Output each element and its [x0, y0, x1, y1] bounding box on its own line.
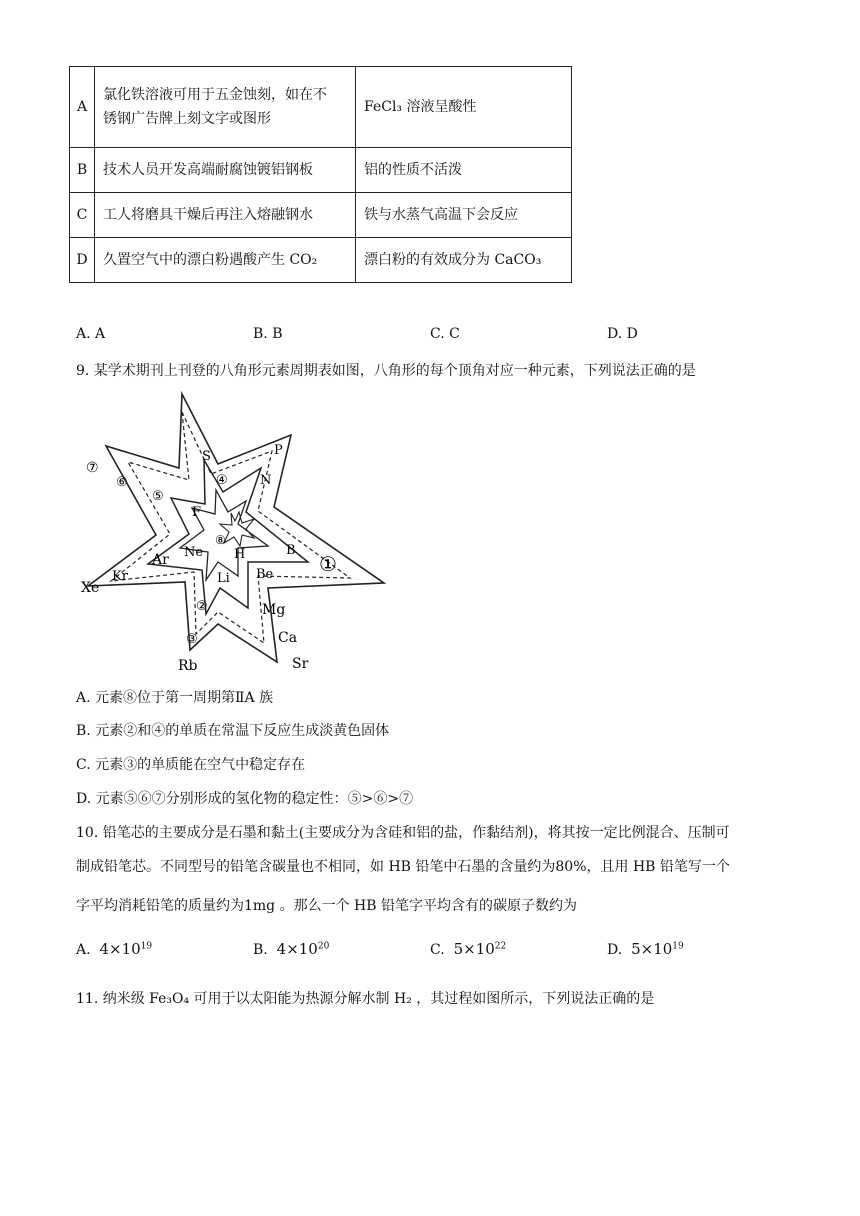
label-P: P	[274, 443, 283, 458]
q11-stem: 11. 纳米级 Fe₃O₄ 可用于以太阳能为热源分解水制 H₂ ，其过程如图所示，下列说法正确的是	[76, 991, 655, 1007]
row-label: B	[70, 148, 95, 193]
row-label: A	[70, 67, 95, 148]
row-reason: 漂白粉的有效成分为 CaCO₃	[356, 238, 572, 283]
options-table	[69, 66, 572, 283]
label-c7: ⑦	[86, 460, 99, 476]
row-statement: 氯化铁溶液可用于五金蚀刻，如在不 锈钢广告牌上刻文字或图形	[95, 67, 356, 148]
q8-choice-c[interactable]: C. C	[430, 326, 460, 342]
q10-choice-c[interactable]: C. $5\times 10^{22}$	[430, 940, 507, 958]
outer-star	[88, 394, 384, 662]
label-Li: Li	[217, 571, 230, 586]
label-N: N	[260, 473, 272, 488]
row-reason: 铁与水蒸气高温下会反应	[356, 193, 572, 238]
label-c8: ⑧	[215, 533, 226, 547]
label-Kr: Kr	[112, 569, 128, 584]
row-statement: 久置空气中的漂白粉遇酸产生 CO₂	[95, 238, 356, 283]
label-Xe: Xe	[81, 580, 100, 596]
q10-stem-line1: 10. 铅笔芯的主要成分是石墨和黏土(主要成分为含硅和铝的盐，作黏结剂)，将其按一定比例混合、压制可	[76, 825, 730, 841]
q10-choice-a[interactable]: A. $4\times 10^{19}$	[76, 940, 153, 958]
label-S: S	[202, 449, 211, 464]
table-row	[70, 193, 572, 238]
q9-choice-c[interactable]: C. 元素③的单质能在空气中稳定存在	[76, 757, 306, 773]
q10-choice-d[interactable]: D. $5\times 10^{19}$	[607, 940, 684, 958]
table-row	[70, 238, 572, 283]
q8-choice-d[interactable]: D. D	[607, 326, 638, 342]
label-F: F	[192, 505, 202, 520]
q9-choice-d[interactable]: D. 元素⑤⑥⑦分别形成的氢化物的稳定性：⑤>⑥>⑦	[76, 791, 414, 807]
row-label: D	[70, 238, 95, 283]
label-Sr: Sr	[292, 656, 309, 672]
table-row	[70, 148, 572, 193]
label-Ca: Ca	[278, 630, 298, 646]
row-reason: FeCl₃ 溶液呈酸性	[356, 67, 572, 148]
label-Be: Be	[256, 567, 274, 582]
label-Ne: Ne	[184, 545, 204, 560]
row-statement: 工人将磨具干燥后再注入熔融钢水	[95, 193, 356, 238]
dashed-star	[111, 412, 350, 643]
label-c5: ⑤	[152, 489, 164, 504]
label-Ar: Ar	[152, 552, 169, 568]
label-c1: ①	[319, 552, 337, 576]
table-row	[70, 67, 572, 148]
label-c6: ⑥	[116, 475, 128, 490]
label-Mg: Mg	[262, 602, 286, 618]
q10-stem-line2: 制成铅笔芯。不同型号的铅笔含碳量也不相同，如 HB 铅笔中石墨的含量约为80%，且用 HB 铅笔写一个	[76, 859, 730, 875]
row-reason: 铝的性质不活泼	[356, 148, 572, 193]
q8-choice-a[interactable]: A. A	[76, 326, 106, 342]
q10-choice-b[interactable]: B. $4\times 10^{20}$	[253, 940, 330, 958]
label-c3: ③	[186, 632, 198, 647]
middle-star	[148, 460, 308, 614]
q9-choice-b[interactable]: B. 元素②和④的单质在常温下反应生成淡黄色固体	[76, 723, 390, 739]
q10-stem-line3: 字平均消耗铅笔的质量约为1mg 。那么一个 HB 铅笔字平均含有的碳原子数约为	[76, 898, 577, 914]
label-B: B	[286, 543, 296, 558]
row-statement: 技术人员开发高端耐腐蚀镀铝钢板	[95, 148, 356, 193]
row-label: C	[70, 193, 95, 238]
label-c4: ④	[216, 473, 228, 488]
q8-choice-b[interactable]: B. B	[253, 326, 283, 342]
q9-choice-a[interactable]: A. 元素⑧位于第一周期第ⅡA 族	[76, 690, 274, 706]
label-c2: ②	[196, 599, 208, 614]
octagon-periodic-table-figure	[78, 388, 398, 678]
q9-stem: 9. 某学术期刊上刊登的八角形元素周期表如图，八角形的每个顶角对应一种元素，下列说法正确的是	[76, 363, 696, 379]
label-Rb: Rb	[178, 658, 198, 674]
label-H: H	[234, 547, 246, 562]
